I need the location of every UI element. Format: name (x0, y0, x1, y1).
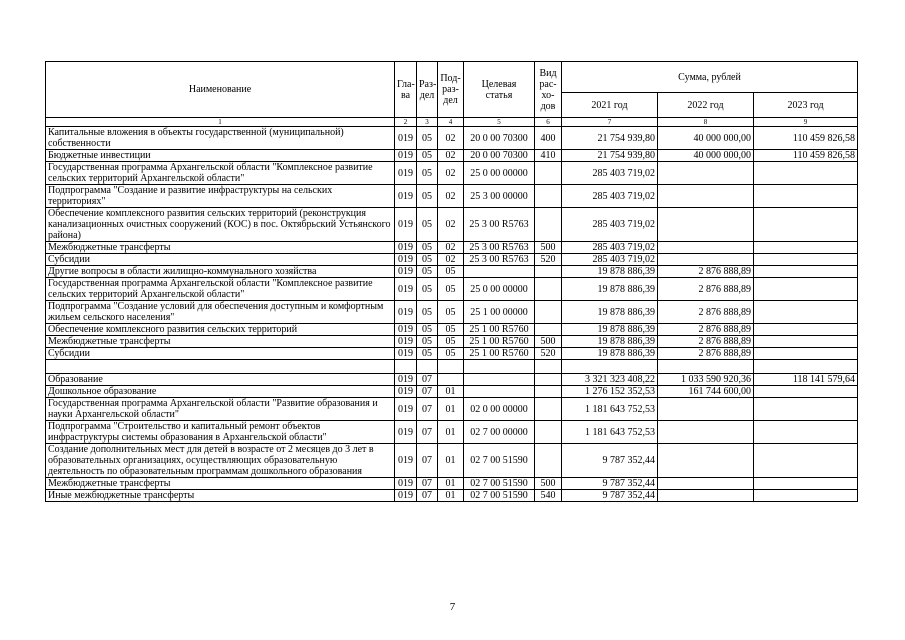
row-subsection: 02 (438, 254, 464, 266)
row-sum-2021 (562, 360, 658, 374)
row-sum-2023 (754, 301, 858, 324)
row-section: 05 (417, 348, 438, 360)
row-name: Межбюджетные трансферты (46, 336, 395, 348)
table-row (46, 478, 858, 490)
row-chapter: 019 (395, 242, 417, 254)
row-name: Государственная программа Архангельской области "Развитие образования и науки Архангельской области" (46, 398, 395, 421)
row-sum-2022: 161 744 600,00 (658, 386, 754, 398)
row-subsection: 01 (438, 421, 464, 444)
row-subsection: 01 (438, 386, 464, 398)
row-target: 02 7 00 51590 (464, 478, 535, 490)
row-sum-2021: 19 878 886,39 (562, 266, 658, 278)
row-section: 07 (417, 386, 438, 398)
row-target: 25 1 00 R5760 (464, 348, 535, 360)
row-sum-2023 (754, 478, 858, 490)
row-section (417, 360, 438, 374)
row-sum-2022 (658, 242, 754, 254)
row-name: Другие вопросы в области жилищно-коммунального хозяйства (46, 266, 395, 278)
row-chapter: 019 (395, 421, 417, 444)
row-sum-2022: 40 000 000,00 (658, 127, 754, 150)
row-expense-type (535, 266, 562, 278)
row-expense-type (535, 360, 562, 374)
table-row (46, 324, 858, 336)
table-row (46, 266, 858, 278)
header-subsection: Под- раз- дел (438, 62, 464, 118)
row-subsection: 02 (438, 150, 464, 162)
row-expense-type: 500 (535, 478, 562, 490)
row-sum-2021: 19 878 886,39 (562, 348, 658, 360)
header-year-2021: 2021 год (562, 93, 658, 118)
row-sum-2021: 9 787 352,44 (562, 444, 658, 478)
row-subsection (438, 374, 464, 386)
row-expense-type (535, 374, 562, 386)
table-row (46, 421, 858, 444)
row-sum-2021: 9 787 352,44 (562, 478, 658, 490)
row-sum-2023 (754, 386, 858, 398)
column-numbers-row (46, 118, 858, 127)
column-number: 8 (658, 118, 754, 127)
row-name: Подпрограмма "Строительство и капитальный ремонт объектов инфраструктуры системы образования в Архангельской области" (46, 421, 395, 444)
row-target: 25 0 00 00000 (464, 278, 535, 301)
row-name: Дошкольное образование (46, 386, 395, 398)
row-section: 07 (417, 490, 438, 502)
row-expense-type: 500 (535, 242, 562, 254)
row-target (464, 374, 535, 386)
table-row (46, 444, 858, 478)
row-sum-2022: 2 876 888,89 (658, 324, 754, 336)
table-row (46, 254, 858, 266)
table-row (46, 150, 858, 162)
table-row (46, 162, 858, 185)
row-target: 25 3 00 R5763 (464, 242, 535, 254)
row-sum-2021: 21 754 939,80 (562, 150, 658, 162)
row-chapter: 019 (395, 266, 417, 278)
row-target: 25 1 00 R5760 (464, 336, 535, 348)
table-row (46, 336, 858, 348)
row-section: 05 (417, 127, 438, 150)
row-sum-2021: 285 403 719,02 (562, 185, 658, 208)
row-sum-2022 (658, 208, 754, 242)
row-name: Создание дополнительных мест для детей в возрасте от 2 месяцев до 3 лет в образовательных организациях, осуществляющих образовательную деятельность по образовательным программам дошкольного образования (46, 444, 395, 478)
row-chapter: 019 (395, 490, 417, 502)
row-chapter: 019 (395, 348, 417, 360)
row-subsection: 02 (438, 208, 464, 242)
row-expense-type: 540 (535, 490, 562, 502)
row-section: 05 (417, 336, 438, 348)
row-subsection: 05 (438, 278, 464, 301)
row-expense-type: 500 (535, 336, 562, 348)
row-chapter: 019 (395, 254, 417, 266)
row-name: Иные межбюджетные трансферты (46, 490, 395, 502)
row-sum-2022: 2 876 888,89 (658, 278, 754, 301)
row-subsection: 02 (438, 185, 464, 208)
row-chapter: 019 (395, 208, 417, 242)
row-sum-2023 (754, 490, 858, 502)
row-chapter: 019 (395, 478, 417, 490)
column-number: 4 (438, 118, 464, 127)
row-sum-2023 (754, 185, 858, 208)
row-sum-2021: 285 403 719,02 (562, 242, 658, 254)
page-number: 7 (449, 601, 456, 613)
row-chapter: 019 (395, 301, 417, 324)
row-sum-2022: 40 000 000,00 (658, 150, 754, 162)
row-name: Государственная программа Архангельской области "Комплексное развитие сельских территорий Архангельской области" (46, 278, 395, 301)
row-sum-2023 (754, 266, 858, 278)
row-section: 05 (417, 185, 438, 208)
row-name (46, 360, 395, 374)
row-section: 05 (417, 301, 438, 324)
row-expense-type (535, 421, 562, 444)
row-subsection: 05 (438, 301, 464, 324)
row-target: 02 0 00 00000 (464, 398, 535, 421)
row-subsection: 01 (438, 398, 464, 421)
row-name: Капитальные вложения в объекты государственной (муниципальной) собственности (46, 127, 395, 150)
row-expense-type (535, 444, 562, 478)
header-name: Наименование (46, 62, 395, 118)
table-row (46, 278, 858, 301)
row-subsection: 01 (438, 490, 464, 502)
column-number: 6 (535, 118, 562, 127)
row-sum-2023 (754, 324, 858, 336)
row-sum-2021: 3 321 323 408,22 (562, 374, 658, 386)
row-section: 05 (417, 324, 438, 336)
row-sum-2022 (658, 421, 754, 444)
row-subsection: 05 (438, 348, 464, 360)
row-sum-2022 (658, 490, 754, 502)
row-target: 25 3 00 R5763 (464, 208, 535, 242)
row-target: 20 0 00 70300 (464, 127, 535, 150)
row-chapter: 019 (395, 278, 417, 301)
row-name: Межбюджетные трансферты (46, 478, 395, 490)
row-chapter: 019 (395, 162, 417, 185)
row-section: 07 (417, 478, 438, 490)
row-sum-2021: 1 276 152 352,53 (562, 386, 658, 398)
row-sum-2021: 1 181 643 752,53 (562, 421, 658, 444)
row-sum-2023 (754, 162, 858, 185)
row-chapter: 019 (395, 324, 417, 336)
row-sum-2023 (754, 208, 858, 242)
row-sum-2022: 2 876 888,89 (658, 301, 754, 324)
row-target: 25 3 00 00000 (464, 185, 535, 208)
row-name: Межбюджетные трансферты (46, 242, 395, 254)
table-row (46, 185, 858, 208)
row-subsection: 02 (438, 127, 464, 150)
row-target: 20 0 00 70300 (464, 150, 535, 162)
row-name: Обеспечение комплексного развития сельских территорий (46, 324, 395, 336)
row-sum-2022 (658, 360, 754, 374)
row-chapter: 019 (395, 398, 417, 421)
row-name: Образование (46, 374, 395, 386)
row-sum-2021: 21 754 939,80 (562, 127, 658, 150)
row-section: 05 (417, 208, 438, 242)
row-expense-type (535, 386, 562, 398)
table-row (46, 398, 858, 421)
row-subsection: 05 (438, 266, 464, 278)
row-section: 07 (417, 398, 438, 421)
table-row (46, 360, 858, 374)
row-expense-type: 410 (535, 150, 562, 162)
row-sum-2021: 19 878 886,39 (562, 301, 658, 324)
row-sum-2023 (754, 242, 858, 254)
row-sum-2022: 2 876 888,89 (658, 336, 754, 348)
row-subsection: 02 (438, 242, 464, 254)
row-sum-2021: 285 403 719,02 (562, 254, 658, 266)
row-sum-2021: 9 787 352,44 (562, 490, 658, 502)
header-row (46, 62, 858, 93)
row-name: Субсидии (46, 348, 395, 360)
row-chapter: 019 (395, 185, 417, 208)
row-target: 25 0 00 00000 (464, 162, 535, 185)
row-sum-2023 (754, 336, 858, 348)
row-section: 05 (417, 278, 438, 301)
row-section: 05 (417, 242, 438, 254)
row-name: Государственная программа Архангельской области "Комплексное развитие сельских территорий Архангельской области" (46, 162, 395, 185)
row-sum-2022 (658, 398, 754, 421)
row-section: 05 (417, 254, 438, 266)
table-row (46, 301, 858, 324)
table-row (46, 374, 858, 386)
header-expense-type: Вид рас- хо- дов (535, 62, 562, 118)
row-sum-2023 (754, 444, 858, 478)
row-sum-2021: 19 878 886,39 (562, 278, 658, 301)
row-sum-2021: 19 878 886,39 (562, 336, 658, 348)
row-chapter: 019 (395, 374, 417, 386)
table-row (46, 242, 858, 254)
header-year-2022: 2022 год (658, 93, 754, 118)
column-number: 9 (754, 118, 858, 127)
row-chapter: 019 (395, 336, 417, 348)
row-expense-type (535, 162, 562, 185)
row-chapter (395, 360, 417, 374)
row-sum-2021: 285 403 719,02 (562, 208, 658, 242)
row-expense-type (535, 185, 562, 208)
row-section: 07 (417, 444, 438, 478)
row-sum-2023: 118 141 579,64 (754, 374, 858, 386)
row-sum-2022 (658, 162, 754, 185)
row-target: 02 7 00 51590 (464, 490, 535, 502)
table-row (46, 386, 858, 398)
row-chapter: 019 (395, 127, 417, 150)
row-sum-2022 (658, 478, 754, 490)
header-year-2023: 2023 год (754, 93, 858, 118)
column-number: 3 (417, 118, 438, 127)
row-sum-2021: 19 878 886,39 (562, 324, 658, 336)
row-expense-type (535, 208, 562, 242)
column-number: 7 (562, 118, 658, 127)
row-sum-2023 (754, 398, 858, 421)
row-name: Обеспечение комплексного развития сельских территорий (реконструкция канализационных очистных сооружений (КОС) в пос. Октябрьский Устьянского района) (46, 208, 395, 242)
row-sum-2022 (658, 444, 754, 478)
row-sum-2023 (754, 421, 858, 444)
row-target: 25 1 00 00000 (464, 301, 535, 324)
row-section: 07 (417, 374, 438, 386)
row-sum-2023 (754, 278, 858, 301)
row-target: 25 3 00 R5763 (464, 254, 535, 266)
row-section: 07 (417, 421, 438, 444)
row-chapter: 019 (395, 444, 417, 478)
table-row (46, 490, 858, 502)
row-section: 05 (417, 266, 438, 278)
table-row (46, 348, 858, 360)
row-sum-2022: 2 876 888,89 (658, 348, 754, 360)
row-chapter: 019 (395, 150, 417, 162)
row-subsection: 01 (438, 444, 464, 478)
row-expense-type (535, 278, 562, 301)
row-sum-2021: 285 403 719,02 (562, 162, 658, 185)
column-number: 1 (46, 118, 395, 127)
row-name: Подпрограмма "Создание и развитие инфраструктуры на сельских территориях" (46, 185, 395, 208)
row-subsection: 01 (438, 478, 464, 490)
table-body (46, 127, 858, 502)
header-target: Целевая статья (464, 62, 535, 118)
column-number: 5 (464, 118, 535, 127)
row-target (464, 266, 535, 278)
row-expense-type: 520 (535, 348, 562, 360)
table-row (46, 127, 858, 150)
budget-table (45, 61, 858, 502)
row-target (464, 386, 535, 398)
row-expense-type (535, 324, 562, 336)
row-sum-2021: 1 181 643 752,53 (562, 398, 658, 421)
header-section: Раз- дел (417, 62, 438, 118)
row-sum-2022 (658, 185, 754, 208)
header-chapter: Гла- ва (395, 62, 417, 118)
header-sum: Сумма, рублей (562, 62, 858, 93)
row-chapter: 019 (395, 386, 417, 398)
row-expense-type: 400 (535, 127, 562, 150)
row-name: Бюджетные инвестиции (46, 150, 395, 162)
row-subsection (438, 360, 464, 374)
row-name: Подпрограмма "Создание условий для обеспечения доступным и комфортным жильем сельского населения" (46, 301, 395, 324)
row-target: 25 1 00 R5760 (464, 324, 535, 336)
row-sum-2023 (754, 348, 858, 360)
row-sum-2023 (754, 254, 858, 266)
row-subsection: 02 (438, 162, 464, 185)
row-expense-type: 520 (535, 254, 562, 266)
row-sum-2022 (658, 254, 754, 266)
row-subsection: 05 (438, 336, 464, 348)
row-name: Субсидии (46, 254, 395, 266)
row-target: 02 7 00 00000 (464, 421, 535, 444)
row-sum-2022: 1 033 590 920,36 (658, 374, 754, 386)
row-expense-type (535, 301, 562, 324)
row-subsection: 05 (438, 324, 464, 336)
row-section: 05 (417, 150, 438, 162)
row-section: 05 (417, 162, 438, 185)
row-sum-2023: 110 459 826,58 (754, 127, 858, 150)
row-sum-2023 (754, 360, 858, 374)
row-sum-2023: 110 459 826,58 (754, 150, 858, 162)
row-target (464, 360, 535, 374)
column-number: 2 (395, 118, 417, 127)
row-expense-type (535, 398, 562, 421)
row-target: 02 7 00 51590 (464, 444, 535, 478)
table-row (46, 208, 858, 242)
row-sum-2022: 2 876 888,89 (658, 266, 754, 278)
